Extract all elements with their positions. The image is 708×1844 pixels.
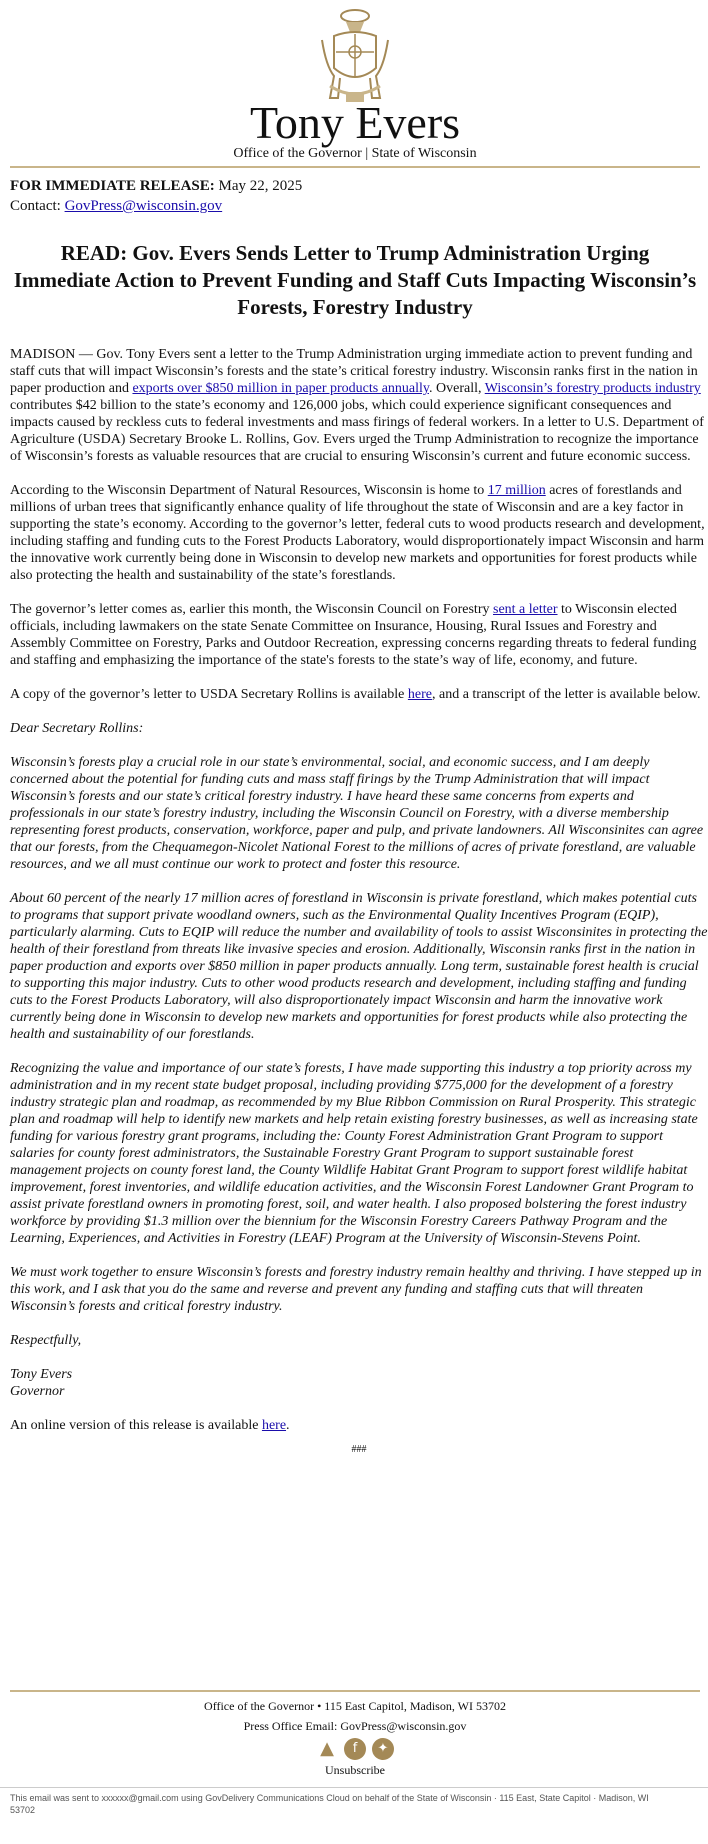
paragraph-4: A copy of the governor’s letter to USDA Secretary Rollins is available here, and a transcript of the letter is available below. [10,687,701,702]
governor-name: Tony Evers [249,97,461,148]
bottom-divider [0,1787,708,1788]
header [10,0,700,160]
facebook-icon[interactable]: f [344,1738,366,1760]
letter-signature: Tony Evers Governor [10,1367,73,1399]
footer-press-email: Press Office Email: GovPress@wisconsin.gov [243,1719,467,1733]
online-version-link[interactable]: here [261,1418,287,1433]
state-seal-icon [316,6,394,110]
online-version: An online version of this release is available here. [10,1418,290,1433]
paper-exports-link[interactable]: exports over $850 million in paper products annually [132,381,429,396]
letter-paragraph-4: We must work together to ensure Wisconsin’s forests and forestry industry remain healthy and thriving. I have stepped up in this work, and I ask that you do the same and reverse and prevent any funding and staffing cuts that will threaten Wisconsin’s forests and critical forestry industry. [10,1265,702,1314]
forestry-industry-link[interactable]: Wisconsin’s forestry products industry [484,381,701,396]
footer [10,1696,700,1780]
header-divider [10,166,700,168]
letter-paragraph-2: About 60 percent of the nearly 17 million acres of forestland in Wisconsin is private forestland, which makes potential cuts to programs that support private woodland owners, such as the Environmental Quality Incentives Program (EQIP), particularly alarming. Cuts to EQIP will reduce the number and availability of tools to assist Wisconsinites in protecting the health of their forestland from threats like invasive species and erosion. Additionally, Wisconsin ranks first in the nation in paper production and exports over $850 million in paper products annually. Long term, sustainable forest health is crucial to supporting this major industry. Cuts to other wood products research and development, including staffing and funding cuts to the Forest Products Laboratory, will also disproportionately impact Wisconsin and harm the innovative work currently being done in Wisconsin to develop new markets and opportunities for forest products while also protecting the health and sustainability of our forestlands. [10,891,708,1042]
footer-address: Office of the Governor • 115 East Capitol, Madison, WI 53702 [204,1699,506,1713]
delivery-disclaimer: This email was sent to xxxxxx@gmail.com using GovDelivery Communications Cloud on behalf of the State of Wisconsin · 115 East, State Capitol · Madison, WI 53702 [10,1793,649,1815]
contact-label: Contact: [10,198,61,214]
paragraph-2: According to the Wisconsin Department of Natural Resources, Wisconsin is home to 17 million acres of forestlands and millions of urban trees that significantly enhance quality of life throughout the state of Wisconsin and are a key factor in supporting the state’s economy. According to the governor’s letter, federal cuts to wood products research and development, including staffing and funding cuts to the Forest Products Laboratory, would disproportionately impact Wisconsin and harm the innovative work currently being done in Wisconsin to develop new markets and opportunities for forest products while also protecting the health and sustainability of the state’s forestlands. [10,483,705,583]
release-date: May 22, 2025 [218,178,303,194]
release-meta [10,176,302,216]
footer-divider [10,1690,700,1692]
end-marks: ### [351,1444,367,1455]
paragraph-1: MADISON — Gov. Tony Evers sent a letter to the Trump Administration urging immediate action to prevent funding and staff cuts that will impact Wisconsin’s forests and the state’s critical forestry industry. Wisconsin ranks first in the nation in paper production and exports over $850 million in paper products annually. Overall, Wisconsin’s forestry products industry contributes $42 billion to the state’s economy and 126,000 jobs, which could experience significant consequences and impacts caused by reckless cuts to federal investments and mass firings of federal workers. In a letter to U.S. Department of Agriculture (USDA) Secretary Brooke L. Rollins, Gov. Evers urged the Trump Administration to recognize the importance of Wisconsin’s forests as valuable resources that are crucial to ensuring Wisconsin’s current and future economic success. [10,347,704,464]
unsubscribe-link[interactable]: Unsubscribe [325,1763,385,1777]
forest-acres-link[interactable]: 17 million [487,483,546,498]
letter-paragraph-3: Recognizing the value and importance of our state’s forests, I have made supporting this industry a top priority across my administration and in my recent state budget proposal, including providing $775,000 for the development of a forestry industry strategic plan and roadmap, as recommended by my Blue Ribbon Commission on Rural Prosperity. This strategic plan and roadmap will help to identify new markets and help retain existing forestry businesses, as well as increasing state funding for various forestry grant programs, including the: County Forest Administration Grant Program to support salaries for county forest administrators, the Sustainable Forestry Grant Program to support sustainable forest management projects on county forest land, the County Wildlife Habitat Grant Program to support forest wildlife habitat improvement, forest inventories, and wildlife education activities, and the Wisconsin Forest Landowner Grant Program to assist private forestland owners in promoting forest, soil, and water health. I also proposed bolstering the forest industry workforce by providing $1.3 million over the biennium for the Wisconsin Forestry Careers Pathway Program and the Learning, Experiences, and Activities in Forestry (LEAF) Program at the University of Wisconsin-Stevens Point. [10,1061,698,1246]
office-line: Office of the Governor | State of Wisconsin [233,146,477,161]
contact-email-link[interactable]: GovPress@wisconsin.gov [64,198,223,214]
letter-closing: Respectfully, [10,1333,82,1348]
letter-copy-link[interactable]: here [407,687,432,702]
wisconsin-map-icon[interactable]: ▲ [320,1738,334,1759]
release-body [10,346,708,1458]
page-title: READ: Gov. Evers Sends Letter to Trump Administration Urging Immediate Action to Prevent Funding and Staff Cuts Impacting Wisconsin’s Forests, Forestry Industry [13,241,697,319]
paragraph-3: The governor’s letter comes as, earlier this month, the Wisconsin Council on Forestry sent a letter to Wisconsin elected officials, including lawmakers on the state Senate Committee on Insurance, Housing, Rural Issues and Forestry and Assembly Committee on Forestry, Parks and Outdoor Recreation, expressing concerns regarding threats to federal funding and staffing and emphasizing the importance of the state's forests to the state’s way of life, economy, and future. [10,602,697,668]
council-letter-link[interactable]: sent a letter [493,602,558,617]
social-icons [316,1738,394,1760]
twitter-icon[interactable]: ✦ [372,1738,394,1760]
letter-salutation: Dear Secretary Rollins: [10,721,144,736]
letter-paragraph-1: Wisconsin’s forests play a crucial role in our state’s environmental, social, and economic success, and I am deeply concerned about the potential for funding cuts and mass staff firings by the Trump Administration that will impact Wisconsin’s forests and our state’s critical forestry industry. I have heard these same concerns from experts and professionals in our state’s forestry industry, including the Wisconsin Council on Forestry, with a diverse membership representing forest products, conservation, workforce, paper and pulp, and private landowners. All Wisconsinites can agree that our forests, from the Chequamegon-Nicolet National Forest to the millions of acres of private forestland, are valuable resources, and we all must continue our work to protect and foster this resource. [10,755,704,872]
release-label: FOR IMMEDIATE RELEASE: [10,178,215,194]
